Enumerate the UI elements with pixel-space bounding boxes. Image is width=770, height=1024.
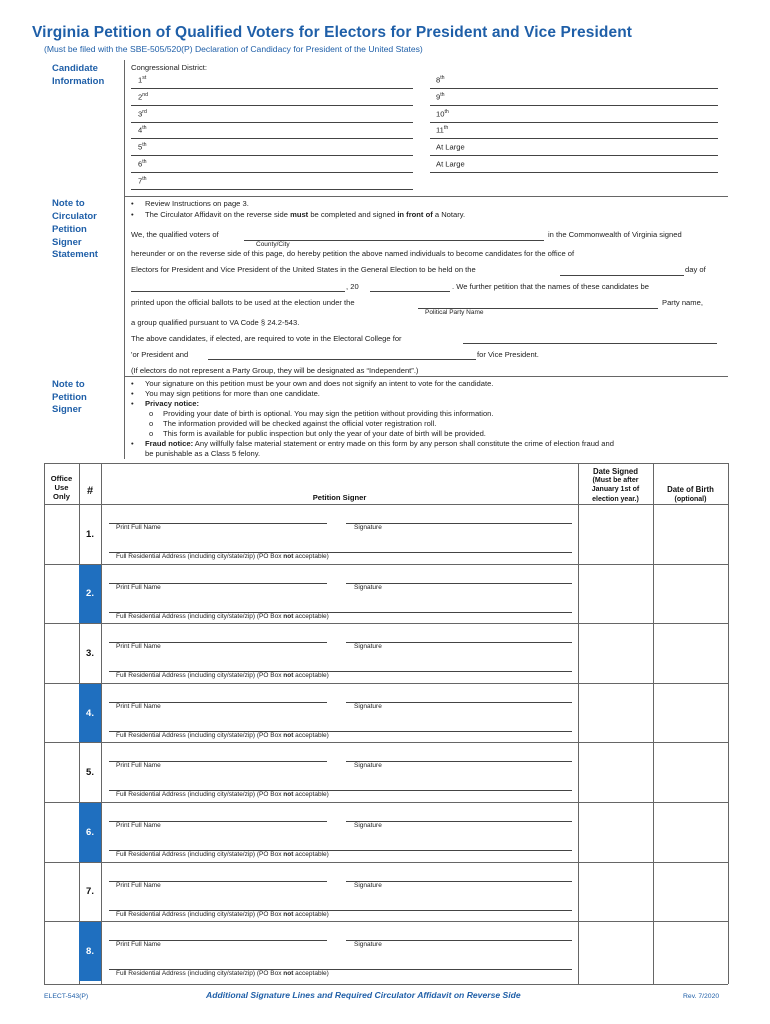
privacy-sub-2: o The information provided will be checked against the official voter registration roll.: [149, 419, 437, 428]
district-left-field-4[interactable]: [131, 138, 413, 139]
district-right-4: 11th: [436, 125, 449, 135]
form-id: ELECT-543(P): [44, 993, 89, 1000]
statement-line5-a: printed upon the official ballots to be used at the election under the: [131, 298, 355, 307]
section-divider: [124, 60, 125, 459]
signer-bullet-2: • You may sign petitions for more than one candidate.: [131, 389, 320, 398]
district-left-field-6[interactable]: [131, 172, 413, 173]
statement-line8-b: for Vice President.: [477, 350, 539, 359]
county-city-caption: County/City: [256, 241, 290, 248]
district-left-3: 3rd: [138, 108, 147, 119]
district-right-5: At Large: [436, 142, 465, 152]
district-left-6: 6th: [138, 159, 147, 169]
signature-label: Signature: [354, 583, 382, 591]
district-right-2: 9th: [436, 91, 445, 102]
privacy-sub-3: o This form is available for public inspection but only the year of your date of birth will be provided.: [149, 429, 486, 438]
footer-note: Additional Signature Lines and Required Circulator Affidavit on Reverse Side: [206, 990, 521, 1000]
statement-line5-b: Party name,: [662, 298, 703, 307]
signer-bullet-4-cont: be punishable as a Class 5 felony.: [145, 449, 261, 458]
signature-label: Signature: [354, 941, 382, 949]
row-divider: [44, 862, 728, 863]
statement-line3-a: Electors for President and Vice President of the United States in the General Election to be held on the: [131, 265, 476, 274]
district-right-field-6[interactable]: [430, 172, 718, 173]
circulator-bullet-2: • The Circulator Affidavit on the reverse side must be completed and signed in front of a Notary.: [131, 210, 466, 219]
office-use-header: Office Use Only: [50, 474, 73, 501]
dob-cell[interactable]: [654, 565, 727, 623]
district-left-field-2[interactable]: [131, 105, 413, 106]
dob-cell[interactable]: [654, 743, 727, 801]
signature-label: Signature: [354, 524, 382, 531]
candidate-info-label: Candidate Information: [52, 63, 105, 87]
signer-note-label: Note to Petition Signer: [52, 379, 87, 415]
district-left-field-1[interactable]: [131, 88, 413, 89]
district-right-field-4[interactable]: [430, 138, 718, 139]
address-label: Full Residential Address (including city/state/zip) (PO Box not acceptable): [116, 672, 329, 680]
print-name-label: Print Full Name: [116, 881, 161, 889]
revision-date: Rev. 7/2020: [683, 993, 720, 1000]
row-divider: [44, 742, 728, 743]
row-number: 3.: [86, 647, 94, 659]
district-left-field-3[interactable]: [131, 122, 413, 123]
statement-line2: hereunder or on the reverse side of this page, do hereby petition the above named individuals to become candidates for the office of: [131, 249, 575, 258]
statement-label: Petition Signer Statement: [52, 224, 98, 260]
district-right-field-1[interactable]: [430, 88, 718, 89]
circulator-note-label: Note to Circulator: [52, 198, 97, 222]
district-right-3: 10th: [436, 108, 449, 119]
district-right-field-3[interactable]: [430, 122, 718, 123]
signature-label: Signature: [354, 643, 382, 651]
date-signed-header: Date Signed (Must be after January 1st of election year.): [591, 467, 640, 503]
address-label: Full Residential Address (including city/state/zip) (PO Box not acceptable): [116, 731, 329, 739]
row-divider: [44, 564, 728, 565]
row-divider: [44, 802, 728, 803]
district-label: Congressional District:: [131, 63, 207, 72]
election-month-field[interactable]: [131, 291, 345, 292]
address-label: Full Residential Address (including city/state/zip) (PO Box not acceptable): [116, 970, 329, 978]
district-right-field-5[interactable]: [430, 155, 718, 156]
dob-cell[interactable]: [654, 505, 727, 563]
print-name-label: Print Full Name: [116, 524, 161, 531]
vice-president-candidate-field[interactable]: [208, 359, 476, 360]
row-divider: [44, 623, 728, 624]
signer-bullet-3: • Privacy notice:: [131, 399, 200, 408]
divider: [124, 196, 728, 197]
print-name-label: Print Full Name: [116, 762, 161, 770]
address-label: Full Residential Address (including city/state/zip) (PO Box not acceptable): [116, 791, 329, 799]
dob-cell[interactable]: [654, 922, 727, 980]
date-signed-cell[interactable]: [579, 863, 652, 921]
page-subtitle: (Must be filed with the SBE-505/520(P) Declaration of Candidacy for President of the United States): [44, 44, 423, 54]
dob-cell[interactable]: [654, 863, 727, 921]
district-left-5: 5th: [138, 142, 147, 152]
district-left-field-7[interactable]: [131, 189, 413, 190]
signature-label: Signature: [354, 881, 382, 889]
district-right-field-2[interactable]: [430, 105, 718, 106]
print-name-label: Print Full Name: [116, 941, 161, 949]
petition-signer-header: Petition Signer: [312, 493, 367, 502]
address-label: Full Residential Address (including city/state/zip) (PO Box not acceptable): [116, 851, 329, 858]
statement-line1-a: We, the qualified voters of: [131, 230, 219, 239]
dob-cell[interactable]: [654, 803, 727, 861]
district-left-1: 1st: [138, 75, 147, 85]
row-number: 6.: [79, 803, 101, 862]
date-signed-cell[interactable]: [579, 505, 652, 563]
signature-label: Signature: [354, 702, 382, 710]
election-day-field[interactable]: [560, 275, 684, 276]
address-label: Full Residential Address (including city/state/zip) (PO Box not acceptable): [116, 612, 329, 620]
signature-label: Signature: [354, 822, 382, 829]
signer-bullet-4: • Fraud notice: Any willfully false material statement or entry made on this form by any person shall constitute the crime of election fraud and: [131, 439, 614, 448]
election-year-field[interactable]: [370, 291, 450, 292]
dob-cell[interactable]: [654, 624, 727, 682]
president-candidate-field[interactable]: [463, 343, 717, 344]
signature-label: Signature: [354, 762, 382, 770]
statement-line4-b: . We further petition that the names of these candidates be: [452, 282, 649, 291]
date-signed-cell[interactable]: [579, 803, 652, 861]
row-number: 8.: [79, 922, 101, 981]
address-label: Full Residential Address (including city/state/zip) (PO Box not acceptable): [116, 553, 329, 560]
privacy-sub-1: o Providing your date of birth is optional. You may sign the petition without providing this information.: [149, 409, 494, 418]
signer-bullet-1: • Your signature on this petition must be your own and does not signify an intent to vote for the candidate.: [131, 379, 494, 388]
divider: [124, 376, 728, 377]
district-left-field-5[interactable]: [131, 155, 413, 156]
district-right-1: 8th: [436, 75, 445, 85]
print-name-label: Print Full Name: [116, 822, 161, 829]
statement-line9: (If electors do not represent a Party Group, they will be designated as “Independent”.): [131, 366, 419, 375]
print-name-label: Print Full Name: [116, 702, 161, 710]
statement-line7: The above candidates, if elected, are required to vote in the Electoral College for: [131, 334, 402, 343]
row-number: 2.: [79, 565, 101, 624]
row-number: 4.: [79, 684, 101, 743]
row-divider: [44, 921, 728, 922]
district-left-7: 7th: [138, 175, 147, 186]
date-signed-cell[interactable]: [579, 743, 652, 801]
district-left-4: 4th: [138, 125, 147, 135]
row-number: 5.: [86, 767, 94, 779]
row-number: 7.: [86, 886, 94, 898]
date-signed-cell[interactable]: [579, 684, 652, 742]
print-name-label: Print Full Name: [116, 643, 161, 651]
number-header: #: [86, 485, 94, 497]
circulator-bullet-1: • Review Instructions on page 3.: [131, 199, 249, 208]
district-left-2: 2nd: [138, 91, 149, 102]
date-signed-cell[interactable]: [579, 922, 652, 980]
page-title: Virginia Petition of Qualified Voters for Electors for President and Vice President: [32, 24, 633, 41]
dob-cell[interactable]: [654, 684, 727, 742]
district-right-6: At Large: [436, 159, 465, 169]
statement-line8-a: 'or President and: [131, 350, 189, 359]
dob-header: Date of Birth (optional): [667, 485, 714, 503]
row-number: 1.: [86, 528, 94, 540]
row-divider: [44, 683, 728, 684]
address-label: Full Residential Address (including city/state/zip) (PO Box not acceptable): [116, 910, 329, 918]
statement-line6: a group qualified pursuant to VA Code § 24.2-543.: [131, 318, 300, 327]
party-name-caption: Political Party Name: [425, 309, 484, 316]
print-name-label: Print Full Name: [116, 583, 161, 591]
date-signed-cell[interactable]: [579, 624, 652, 682]
date-signed-cell[interactable]: [579, 565, 652, 623]
statement-line4-a: , 20: [346, 282, 359, 291]
statement-line1-b: in the Commonwealth of Virginia signed: [548, 230, 682, 239]
statement-line3-b: day of: [685, 265, 706, 274]
